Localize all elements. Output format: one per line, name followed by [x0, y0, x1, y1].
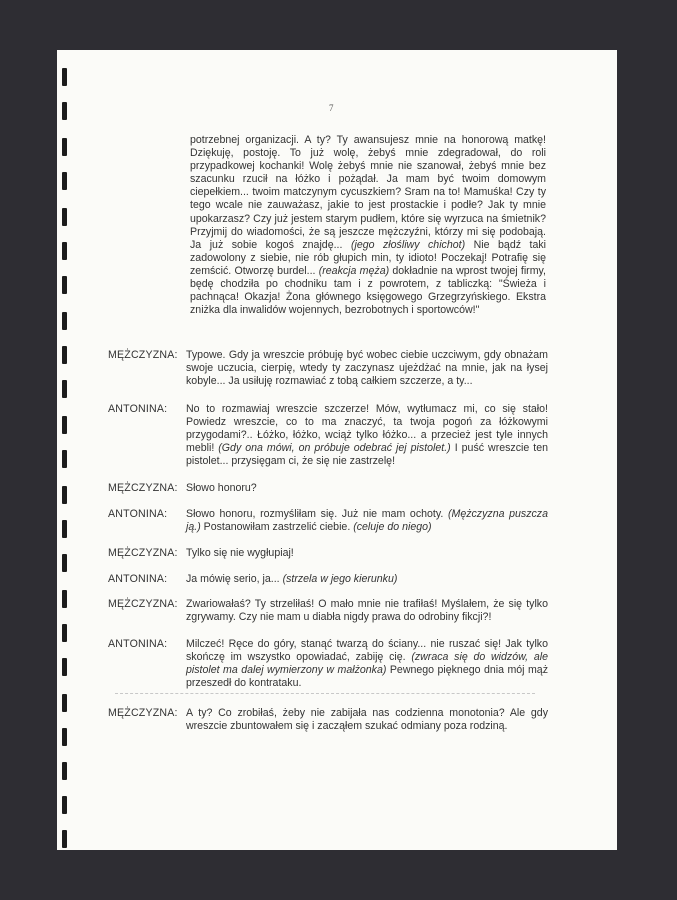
speaker-label: ANTONINA:: [108, 638, 168, 650]
speaker-label: MĘŻCZYZNA:: [108, 598, 178, 610]
speaker-label: MĘŻCZYZNA:: [108, 349, 178, 361]
speaker-label: MĘŻCZYZNA:: [108, 547, 178, 559]
page-number: 7: [329, 103, 334, 113]
speech-text: Typowe. Gdy ja wreszcie próbuję być wobec ciebie uczciwym, gdy obnażam swoje uczucia, cierpię, wtedy ty zaczynasz ujeżdżać na mnie, jak na łysej kobyle... Ja usiłuję rozmawiać z tobą całkiem szczerze, a ty...: [186, 349, 548, 388]
comb-binding: [62, 62, 70, 852]
speech-text: A ty? Co zrobiłaś, żeby nie zabijała nas codzienna monotonia? Ale gdy wreszcie zbuntowałem się i zacząłem szukać odmiany poza rodziną.: [186, 707, 548, 733]
speaker-label: ANTONINA:: [108, 508, 168, 520]
speaker-label: ANTONINA:: [108, 573, 168, 585]
speech-text: Ja mówię serio, ja... (strzela w jego kierunku): [186, 573, 398, 585]
speaker-label: MĘŻCZYZNA:: [108, 482, 178, 494]
speaker-label: ANTONINA:: [108, 403, 168, 415]
speech-text: Zwariowałaś? Ty strzeliłaś! O mało mnie nie trafiłaś! Myślałem, że się tylko zgrywamy. Czy nie mam u diabła nigdy prawa do odrobiny fikcji?!: [186, 598, 548, 624]
speech-text: Tylko się nie wygłupiaj!: [186, 547, 294, 559]
page-artifact-line: [115, 693, 535, 694]
speech-text: Słowo honoru, rozmyśliłam się. Już nie mam ochoty. (Mężczyzna puszcza ją.) Postanowiłam zastrzelić ciebie. (celuje do niego): [186, 508, 548, 534]
speech-text: Słowo honoru?: [186, 482, 257, 494]
speaker-label: MĘŻCZYZNA:: [108, 707, 178, 719]
speech-text: No to rozmawiaj wreszcie szczerze! Mów, wytłumacz mi, co się stało! Powiedz wreszcie, co to ma znaczyć, ta twoja pogoń za łóżkowymi przygodami?.. Łóżko, łóżko, wciąż tylko łóżko... a przecież jest tyle innych mebli! (Gdy ona mówi, on próbuje odebrać jej pistolet.) I puść wreszcie ten pistolet... przysięgam ci, że się nie zastrzelę!: [186, 403, 549, 468]
speech-text: Milczeć! Ręce do góry, stanąć twarzą do ściany... nie ruszać się! Jak tylko skończę im wszystko opowiadać, zabiję cię. (zwraca się do widzów, ale pistolet ma dalej wymierzony w małżonka) Pewnego pięknego dnia mój mąż przeszedł do kontrataku.: [186, 638, 548, 690]
continued-speech: potrzebnej organizacji. A ty? Ty awansujesz mnie na honorową matkę! Dziękuję, postoję. To już wolę, żebyś mnie zdegradował, do roli przypadkowej kochanki! Wolę żebyś mnie nie szanował, żebyś mnie bez szacunku rzucił na łóżko i pożądał. Ja mam być twoim domowym ciepełkiem... twoim matczynym cycuszkiem? Sram na to! Mamuśka! Czy ty tego wcale nie zauważasz, jakie to jest prostackie i podłe? Jak ty mnie upokarzasz? Czy już jestem starym pudłem, które się wyrzuca na śmietnik? Przyjmij do wiadomości, że są jeszcze mężczyźni, którzy mi się podobają. Ja już sobie kogoś znajdę... (jego złośliwy chichot) Nie bądź taki zadowolony z siebie, nie rób głupich min, ty idioto! Poczekaj! Potrafię się zemścić. Otworzę burdel... (reakcja męża) dokładnie na wprost twojej firmy, będę chodziła po chodniku tam i z powrotem, z tabliczką: "Świeża i pachnąca! Okazja! Żona głównego księgowego Grzegrzyńskiego. Ekstra zniżka dla inwalidów wojennych, bezrobotnych i sportowców!": [190, 134, 546, 317]
